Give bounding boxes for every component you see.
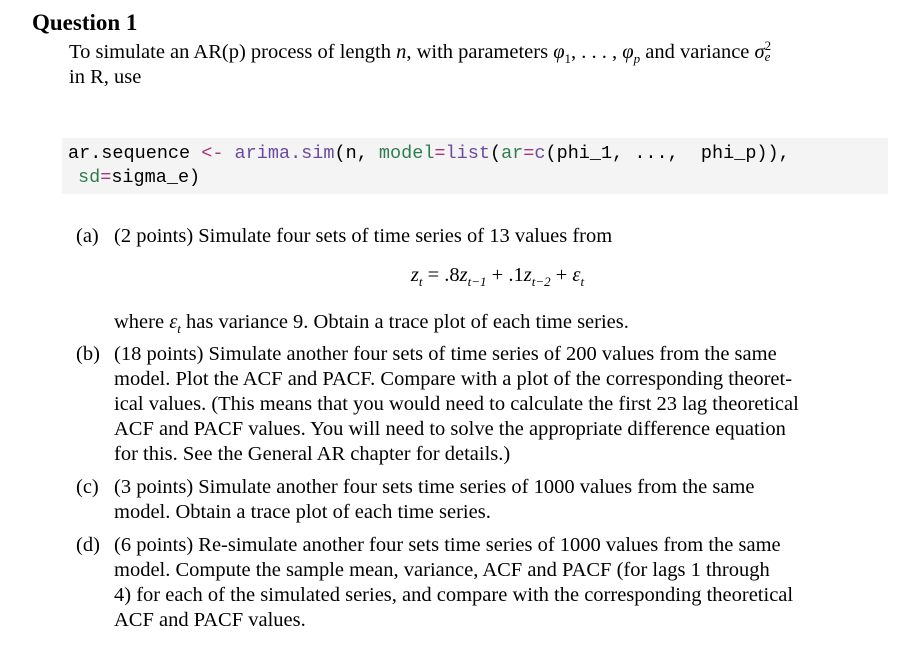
eq-mid-2: + .1	[486, 264, 524, 286]
part-c-body	[114, 475, 754, 525]
code-args: (n,	[334, 143, 379, 164]
part-d-body	[114, 533, 793, 633]
code-sd-arg: sd	[78, 167, 101, 188]
question-intro	[69, 40, 771, 90]
code-function: arima.sim	[223, 143, 335, 164]
part-b-body	[114, 342, 799, 467]
eq-z: z	[410, 264, 419, 286]
intro-sigma-sub: e	[764, 49, 771, 65]
intro-line-1	[69, 40, 771, 65]
code-rest: (phi_1, ..., phi_p)),	[545, 143, 790, 164]
part-d-label: (d)	[76, 534, 100, 556]
code-block	[62, 138, 888, 194]
intro-phi-p: φ	[622, 41, 634, 63]
part-a-where-rest: has variance 9. Obtain a trace plot of each time series.	[180, 311, 629, 333]
code-eq: =	[100, 167, 112, 188]
intro-sigma: σ	[754, 41, 765, 63]
part-d-line-3: 4) for each of the simulated series, and compare with the corresponding theoretical	[114, 584, 794, 606]
code-list: list	[445, 143, 490, 164]
part-a-epsilon: ε	[169, 311, 178, 333]
part-c-line-1: (3 points) Simulate another four sets time series of 1000 values from the same	[114, 476, 755, 498]
part-a-where: where	[114, 311, 170, 333]
eq-mid-1: = .8	[422, 264, 460, 286]
eq-z-2: z	[459, 264, 468, 286]
intro-text-c: and variance	[640, 41, 755, 63]
intro-sub-p: p	[633, 51, 641, 67]
code-variable: ar.sequence	[68, 143, 202, 164]
part-b-line-4: ACF and PACF values. You will need to solve the appropriate difference equation	[114, 418, 786, 440]
part-a-label: (a)	[76, 225, 99, 247]
eq-sub-t1: t−1	[467, 274, 487, 290]
code-line-2	[78, 167, 200, 189]
part-d-line-4: ACF and PACF values.	[114, 609, 306, 631]
code-line-1	[68, 143, 790, 165]
part-b-line-1: (18 points) Simulate another four sets of time series of 200 values from the same	[114, 343, 777, 365]
code-rest-2: sigma_e)	[111, 167, 201, 188]
part-c-label: (c)	[76, 476, 99, 498]
intro-text-b: , with parameters	[406, 41, 554, 63]
code-paren: (	[489, 143, 502, 164]
eq-sub-t: t	[418, 274, 423, 290]
code-ar-arg: ar	[501, 143, 524, 164]
code-model-arg: model	[378, 143, 435, 164]
eq-sub-t-eps: t	[580, 274, 585, 290]
intro-text-a: To simulate an AR(p) process of length	[69, 41, 397, 63]
eq-sub-t2: t−2	[531, 274, 551, 290]
part-b-line-5: for this. See the General AR chapter for details.)	[114, 443, 511, 465]
code-assign: <-	[201, 143, 224, 164]
part-c-line-2: model. Obtain a trace plot of each time series.	[114, 501, 491, 523]
part-b-line-2: model. Plot the ACF and PACF. Compare with a plot of the corresponding theoret-	[114, 368, 793, 390]
intro-line-2: in R, use	[69, 66, 142, 88]
intro-dots: , . . . ,	[571, 41, 623, 63]
eq-z-3: z	[523, 264, 532, 286]
part-b-label: (b)	[76, 343, 100, 365]
intro-sigma-sup: 2	[764, 38, 772, 54]
part-d-line-1: (6 points) Re-simulate another four sets time series of 1000 values from the same	[114, 534, 781, 556]
eq-epsilon: ε	[572, 264, 581, 286]
code-eq: =	[434, 143, 446, 164]
part-a-line-1: (2 points) Simulate four sets of time series of 13 values from	[114, 225, 613, 247]
part-a-equation	[0, 264, 921, 290]
intro-var-n: n	[396, 41, 407, 63]
code-c: c	[534, 143, 546, 164]
intro-phi: φ	[553, 41, 565, 63]
intro-sub-1: 1	[564, 51, 572, 67]
question-heading: Question 1	[32, 10, 138, 35]
eq-plus: +	[550, 264, 573, 286]
code-eq: =	[523, 143, 535, 164]
part-d-line-2: model. Compute the sample mean, variance, ACF and PACF (for lags 1 through	[114, 559, 770, 581]
part-a-epsilon-sub: t	[177, 321, 181, 337]
part-a-line-2	[114, 310, 629, 335]
part-b-line-3: ical values. (This means that you would need to calculate the first 23 lag theoretical	[114, 393, 799, 415]
